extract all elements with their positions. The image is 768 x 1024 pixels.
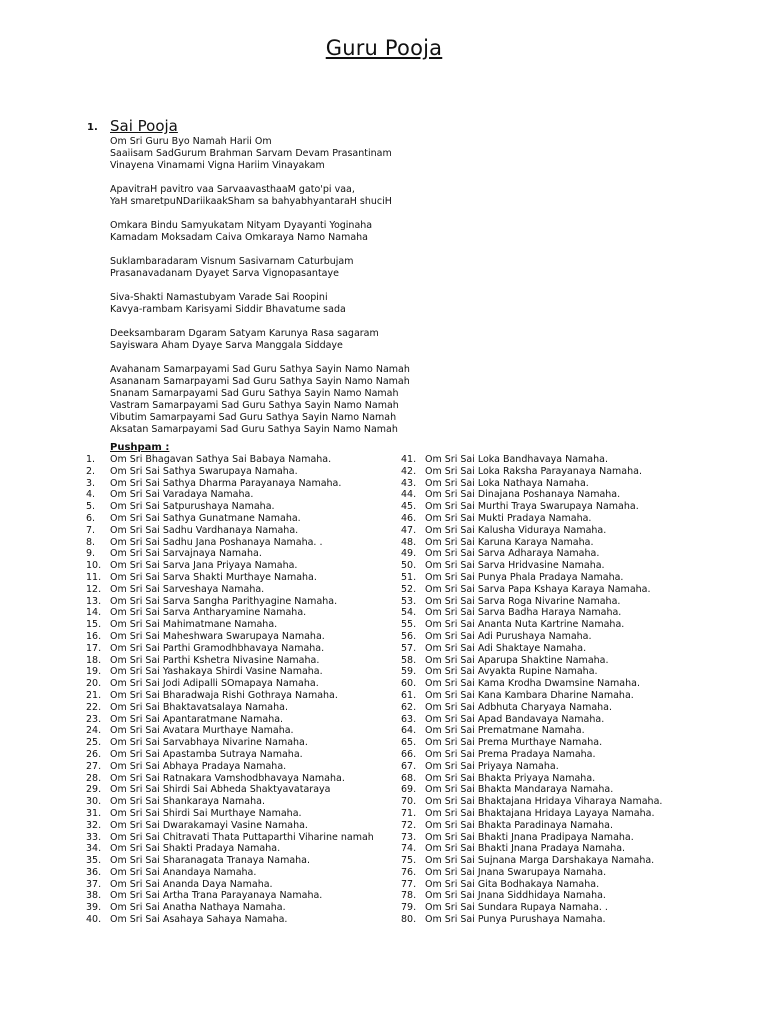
- verse-line: Kavya-rambam Karisyami Siddir Bhavatume sada: [110, 304, 346, 315]
- mantra-number: 57.: [401, 642, 417, 654]
- mantra-text: Om Sri Sai Jodi Adipalli SOmapaya Namaha.: [110, 678, 319, 690]
- mantra-number: 34.: [86, 843, 102, 855]
- section-title: Sai Pooja: [110, 117, 178, 135]
- mantra-number: 44.: [401, 489, 417, 501]
- mantra-item: [86, 525, 374, 537]
- mantra-number: 59.: [401, 666, 417, 678]
- verse-line: Siva-Shakti Namastubyam Varade Sai Roopini: [110, 292, 328, 303]
- verse-stanza: [110, 220, 410, 244]
- mantra-number: 41.: [401, 454, 417, 465]
- verse-stanza: [110, 364, 410, 436]
- mantra-text: Om Sri Sai Avyakta Rupine Namaha.: [425, 666, 598, 678]
- mantra-item: [86, 761, 374, 773]
- mantra-text: Om Sri Sai Avatara Murthaye Namaha.: [110, 725, 294, 737]
- verse-block: [110, 136, 410, 448]
- verse-line: Omkara Bindu Samyukatam Nityam Dyayanti Yoginaha: [110, 220, 373, 231]
- mantra-item: [401, 454, 662, 466]
- mantra-item: [401, 890, 662, 902]
- mantra-number: 8.: [86, 536, 96, 548]
- mantra-text: Om Sri Sai Mahimatmane Namaha.: [110, 619, 278, 631]
- mantra-number: 55.: [401, 619, 417, 631]
- mantra-number: 17.: [86, 642, 102, 654]
- mantra-text: Om Sri Sai Apantaratmane Namaha.: [110, 713, 284, 725]
- section-number: 1.: [87, 122, 98, 133]
- mantra-text: Om Sri Sai Sadhu Jana Poshanaya Namaha. .: [110, 536, 323, 548]
- mantra-item: [86, 784, 374, 796]
- mantra-text: Om Sri Sai Aparupa Shaktine Namaha.: [425, 654, 609, 666]
- mantra-text: Om Sri Sai Ananda Daya Namaha.: [110, 878, 273, 890]
- mantra-number: 66.: [401, 748, 417, 760]
- mantra-text: Om Sri Sai Shirdi Sai Murthaye Namaha.: [110, 807, 302, 819]
- mantra-text: Om Sri Sai Sarva Papa Kshaya Karaya Namaha.: [425, 583, 651, 595]
- mantra-text: Om Sri Sai Loka Raksha Parayanaya Namaha.: [425, 465, 642, 477]
- mantra-number: 49.: [401, 548, 417, 560]
- mantra-text: Om Sri Sai Adbhuta Charyaya Namaha.: [425, 701, 613, 713]
- mantra-number: 46.: [401, 512, 417, 524]
- mantra-number: 39.: [86, 902, 102, 914]
- mantra-item: [86, 879, 374, 891]
- mantra-item: [401, 808, 662, 820]
- mantra-number: 70.: [401, 796, 417, 808]
- mantra-number: 40.: [86, 914, 102, 926]
- mantra-item: [401, 596, 662, 608]
- mantra-text: Om Sri Sai Sharanagata Tranaya Namaha.: [110, 855, 311, 867]
- mantra-item: [86, 843, 374, 855]
- mantra-number: 2.: [86, 465, 96, 477]
- mantra-number: 13.: [86, 595, 102, 607]
- mantra-text: Om Sri Sai Bharadwaja Rishi Gothraya Namaha.: [110, 689, 338, 701]
- mantra-number: 35.: [86, 855, 102, 867]
- mantra-text: Om Sri Sai Murthi Traya Swarupaya Namaha.: [425, 501, 639, 513]
- mantra-text: Om Sri Sai Loka Bandhavaya Namaha.: [425, 454, 608, 465]
- mantra-text: Om Sri Sai Artha Trana Parayanaya Namaha.: [110, 890, 323, 902]
- verse-stanza: [110, 184, 410, 208]
- verse-stanza: [110, 256, 410, 280]
- mantra-number: 71.: [401, 807, 417, 819]
- mantra-item: [401, 855, 662, 867]
- mantra-number: 27.: [86, 760, 102, 772]
- mantra-number: 38.: [86, 890, 102, 902]
- mantra-number: 3.: [86, 477, 96, 489]
- mantra-text: Om Sri Sai Prema Pradaya Namaha.: [425, 748, 596, 760]
- mantra-item: [401, 796, 662, 808]
- mantra-item: [86, 890, 374, 902]
- mantra-text: Om Sri Sai Sarva Jana Priyaya Namaha.: [110, 560, 298, 572]
- mantra-text: Om Sri Sai Prematmane Namaha.: [425, 725, 585, 737]
- mantra-text: Om Sri Sai Sarva Shakti Murthaye Namaha.: [110, 571, 317, 583]
- mantra-text: Om Sri Sai Parthi Kshetra Nivasine Namaha.: [110, 654, 320, 666]
- verse-line: Sayiswara Aham Dyaye Sarva Manggala Siddaye: [110, 340, 343, 351]
- mantra-number: 12.: [86, 583, 102, 595]
- mantra-text: Om Sri Sai Ananta Nuta Kartrine Namaha.: [425, 619, 625, 631]
- mantra-text: Om Sri Sai Bhakti Jnana Pradaya Namaha.: [425, 843, 626, 855]
- mantra-item: [86, 572, 374, 584]
- mantra-item: [401, 749, 662, 761]
- mantra-text: Om Sri Sai Bhakta Paradinaya Namaha.: [425, 819, 613, 831]
- mantra-text: Om Sri Sai Sujnana Marga Darshakaya Namaha.: [425, 855, 655, 867]
- verse-line: Aksatan Samarpayami Sad Guru Sathya Sayin Namo Namah: [110, 424, 398, 435]
- mantra-item: [401, 784, 662, 796]
- mantra-text: Om Sri Sai Sathya Swarupaya Namaha.: [110, 465, 298, 477]
- verse-line: Asananam Samarpayami Sad Guru Sathya Sayin Namo Namah: [110, 376, 410, 387]
- mantra-number: 51.: [401, 571, 417, 583]
- mantra-item: [401, 702, 662, 714]
- mantra-text: Om Sri Sai Sarvabhaya Nivarine Namaha.: [110, 737, 308, 749]
- mantra-number: 48.: [401, 536, 417, 548]
- mantra-text: Om Sri Sai Ratnakara Vamshodbhavaya Namaha.: [110, 772, 345, 784]
- verse-stanza: [110, 136, 410, 172]
- mantra-number: 72.: [401, 819, 417, 831]
- mantra-item: [86, 690, 374, 702]
- mantra-item: [401, 832, 662, 844]
- mantra-item: [86, 513, 374, 525]
- mantra-number: 5.: [86, 501, 96, 513]
- mantra-text: Om Sri Sai Sadhu Vardhanaya Namaha.: [110, 524, 299, 536]
- mantra-item: [401, 820, 662, 832]
- mantra-item: [401, 761, 662, 773]
- mantra-text: Om Sri Sai Sathya Gunatmane Namaha.: [110, 512, 301, 524]
- mantra-number: 29.: [86, 784, 102, 796]
- mantra-item: [86, 537, 374, 549]
- mantra-item: [86, 714, 374, 726]
- mantra-number: 16.: [86, 630, 102, 642]
- mantra-item: [401, 643, 662, 655]
- mantra-item: [86, 773, 374, 785]
- mantra-number: 9.: [86, 548, 96, 560]
- mantra-text: Om Sri Sai Asahaya Sahaya Namaha.: [110, 914, 288, 926]
- verse-line: Vastram Samarpayami Sad Guru Sathya Sayin Namo Namah: [110, 400, 399, 411]
- mantra-number: 76.: [401, 866, 417, 878]
- mantra-number: 26.: [86, 748, 102, 760]
- mantra-number: 43.: [401, 477, 417, 489]
- mantra-text: Om Sri Sai Satpurushaya Namaha.: [110, 501, 275, 513]
- verse-line: Snanam Samarpayami Sad Guru Sathya Sayin Namo Namah: [110, 388, 399, 399]
- mantra-number: 31.: [86, 807, 102, 819]
- mantra-text: Om Sri Sai Bhaktavatsalaya Namaha.: [110, 701, 288, 713]
- mantra-item: [86, 820, 374, 832]
- mantra-text: Om Sri Sai Apastamba Sutraya Namaha.: [110, 748, 303, 760]
- mantra-number: 53.: [401, 595, 417, 607]
- mantra-number: 25.: [86, 737, 102, 749]
- mantra-item: [401, 607, 662, 619]
- verse-stanza: [110, 328, 410, 352]
- mantra-item: [401, 843, 662, 855]
- mantra-text: Om Sri Sai Shankaraya Namaha.: [110, 796, 265, 808]
- mantra-number: 79.: [401, 902, 417, 914]
- mantra-item: [401, 655, 662, 667]
- mantra-item: [401, 690, 662, 702]
- mantra-text: Om Sri Sai Dwarakamayi Vasine Namaha.: [110, 819, 308, 831]
- mantra-number: 20.: [86, 678, 102, 690]
- mantra-number: 56.: [401, 630, 417, 642]
- mantra-item: [86, 832, 374, 844]
- mantra-text: Om Sri Sai Anatha Nathaya Namaha.: [110, 902, 286, 914]
- mantra-number: 77.: [401, 878, 417, 890]
- mantra-text: Om Sri Sai Varadaya Namaha.: [110, 489, 254, 501]
- mantra-number: 18.: [86, 654, 102, 666]
- mantra-number: 15.: [86, 619, 102, 631]
- mantra-item: [86, 454, 374, 466]
- mantra-number: 22.: [86, 701, 102, 713]
- mantra-item: [86, 702, 374, 714]
- mantra-number: 45.: [401, 501, 417, 513]
- mantra-text: Om Sri Sai Sundara Rupaya Namaha. .: [425, 902, 608, 914]
- mantra-item: [401, 501, 662, 513]
- mantra-item: [86, 548, 374, 560]
- mantra-text: Om Sri Sai Bhaktajana Hridaya Viharaya Namaha.: [425, 796, 663, 808]
- mantra-text: Om Sri Sai Jnana Siddhidaya Namaha.: [425, 890, 606, 902]
- mantra-number: 23.: [86, 713, 102, 725]
- mantra-item: [86, 466, 374, 478]
- mantra-text: Om Sri Sai Bhaktajana Hridaya Layaya Namaha.: [425, 807, 655, 819]
- mantra-item: [401, 631, 662, 643]
- verse-line: Vinayena Vinamami Vigna Hariim Vinayakam: [110, 160, 325, 171]
- verse-line: Om Sri Guru Byo Namah Harii Om: [110, 136, 272, 147]
- mantra-text: Om Sri Sai Sarveshaya Namaha.: [110, 583, 265, 595]
- mantra-number: 67.: [401, 760, 417, 772]
- mantra-item: [401, 560, 662, 572]
- verse-line: YaH smaretpuNDariikaakSham sa bahyabhyantaraH shuciH: [110, 196, 392, 207]
- mantra-item: [86, 489, 374, 501]
- mantra-item: [86, 607, 374, 619]
- mantra-item: [86, 631, 374, 643]
- verse-line: ApavitraH pavitro vaa SarvaavasthaaM gato'pi vaa,: [110, 184, 355, 195]
- mantra-text: Om Sri Sai Adi Purushaya Namaha.: [425, 630, 592, 642]
- pushpam-list-left: [86, 454, 374, 926]
- mantra-item: [401, 478, 662, 490]
- mantra-number: 61.: [401, 689, 417, 701]
- mantra-number: 14.: [86, 607, 102, 619]
- mantra-text: Om Sri Sai Maheshwara Swarupaya Namaha.: [110, 630, 325, 642]
- mantra-number: 32.: [86, 819, 102, 831]
- mantra-text: Om Sri Sai Yashakaya Shirdi Vasine Namaha.: [110, 666, 323, 678]
- verse-line: Saaiisam SadGurum Brahman Sarvam Devam Prasantinam: [110, 148, 392, 159]
- mantra-item: [86, 655, 374, 667]
- mantra-number: 33.: [86, 831, 102, 843]
- mantra-text: Om Sri Sai Sathya Dharma Parayanaya Namaha.: [110, 477, 342, 489]
- pushpam-list-right: [401, 454, 662, 926]
- verse-line: Prasanavadanam Dyayet Sarva Vignopasantaye: [110, 268, 339, 279]
- mantra-number: 42.: [401, 465, 417, 477]
- mantra-item: [86, 737, 374, 749]
- mantra-item: [86, 584, 374, 596]
- mantra-text: Om Sri Sai Dinajana Poshanaya Namaha.: [425, 489, 621, 501]
- mantra-number: 7.: [86, 524, 96, 536]
- mantra-item: [401, 737, 662, 749]
- mantra-text: Om Sri Sai Karuna Karaya Namaha.: [425, 536, 594, 548]
- mantra-number: 24.: [86, 725, 102, 737]
- mantra-number: 11.: [86, 571, 102, 583]
- mantra-item: [86, 808, 374, 820]
- mantra-number: 74.: [401, 843, 417, 855]
- verse-line: Avahanam Samarpayami Sad Guru Sathya Sayin Namo Namah: [110, 364, 410, 375]
- mantra-text: Om Sri Sai Sarva Sangha Parithyagine Namaha.: [110, 595, 338, 607]
- verse-line: Suklambaradaram Visnum Sasivarnam Caturbujam: [110, 256, 354, 267]
- mantra-item: [86, 914, 374, 926]
- mantra-number: 19.: [86, 666, 102, 678]
- mantra-item: [401, 513, 662, 525]
- mantra-text: Om Sri Sai Anandaya Namaha.: [110, 866, 257, 878]
- mantra-item: [86, 666, 374, 678]
- mantra-item: [401, 466, 662, 478]
- mantra-text: Om Sri Bhagavan Sathya Sai Babaya Namaha.: [110, 454, 332, 465]
- mantra-text: Om Sri Sai Adi Shaktaye Namaha.: [425, 642, 587, 654]
- mantra-number: 54.: [401, 607, 417, 619]
- mantra-text: Om Sri Sai Sarvajnaya Namaha.: [110, 548, 262, 560]
- mantra-number: 21.: [86, 689, 102, 701]
- mantra-number: 78.: [401, 890, 417, 902]
- mantra-text: Om Sri Sai Loka Nathaya Namaha.: [425, 477, 589, 489]
- mantra-text: Om Sri Sai Punya Purushaya Namaha.: [425, 914, 606, 926]
- mantra-number: 6.: [86, 512, 96, 524]
- mantra-number: 60.: [401, 678, 417, 690]
- mantra-item: [401, 725, 662, 737]
- mantra-text: Om Sri Sai Parthi Gramodhbhavaya Namaha.: [110, 642, 325, 654]
- mantra-item: [401, 584, 662, 596]
- mantra-item: [86, 749, 374, 761]
- mantra-number: 63.: [401, 713, 417, 725]
- mantra-item: [401, 489, 662, 501]
- mantra-text: Om Sri Sai Kalusha Viduraya Namaha.: [425, 524, 607, 536]
- mantra-item: [401, 867, 662, 879]
- mantra-text: Om Sri Sai Sarva Roga Nivarine Namaha.: [425, 595, 621, 607]
- mantra-item: [86, 855, 374, 867]
- mantra-item: [86, 725, 374, 737]
- mantra-number: 75.: [401, 855, 417, 867]
- mantra-item: [401, 619, 662, 631]
- mantra-item: [401, 666, 662, 678]
- mantra-text: Om Sri Sai Bhakta Priyaya Namaha.: [425, 772, 596, 784]
- mantra-number: 68.: [401, 772, 417, 784]
- mantra-text: Om Sri Sai Kama Krodha Dwamsine Namaha.: [425, 678, 640, 690]
- mantra-number: 36.: [86, 866, 102, 878]
- mantra-number: 30.: [86, 796, 102, 808]
- verse-line: Deeksambaram Dgaram Satyam Karunya Rasa sagaram: [110, 328, 379, 339]
- mantra-text: Om Sri Sai Priyaya Namaha.: [425, 760, 559, 772]
- verse-stanza: [110, 292, 410, 316]
- mantra-number: 80.: [401, 914, 417, 926]
- mantra-text: Om Sri Sai Sarva Badha Haraya Namaha.: [425, 607, 622, 619]
- mantra-text: Om Sri Sai Gita Bodhakaya Namaha.: [425, 878, 600, 890]
- mantra-text: Om Sri Sai Shakti Pradaya Namaha.: [110, 843, 281, 855]
- mantra-text: Om Sri Sai Sarva Hridvasine Namaha.: [425, 560, 605, 572]
- mantra-item: [401, 773, 662, 785]
- mantra-number: 65.: [401, 737, 417, 749]
- mantra-text: Om Sri Sai Shirdi Sai Abheda Shaktyavataraya: [110, 784, 331, 796]
- mantra-number: 10.: [86, 560, 102, 572]
- mantra-number: 47.: [401, 524, 417, 536]
- mantra-item: [86, 501, 374, 513]
- mantra-number: 62.: [401, 701, 417, 713]
- mantra-text: Om Sri Sai Kana Kambara Dharine Namaha.: [425, 689, 634, 701]
- mantra-item: [401, 525, 662, 537]
- mantra-text: Om Sri Sai Apad Bandavaya Namaha.: [425, 713, 605, 725]
- mantra-text: Om Sri Sai Sarva Adharaya Namaha.: [425, 548, 600, 560]
- mantra-number: 58.: [401, 654, 417, 666]
- mantra-text: Om Sri Sai Bhakti Jnana Pradipaya Namaha.: [425, 831, 634, 843]
- mantra-item: [401, 678, 662, 690]
- mantra-number: 73.: [401, 831, 417, 843]
- pushpam-heading: Pushpam :: [110, 442, 170, 453]
- mantra-item: [401, 572, 662, 584]
- mantra-item: [86, 478, 374, 490]
- mantra-number: 4.: [86, 489, 96, 501]
- page-title: Guru Pooja: [325, 36, 443, 60]
- mantra-item: [86, 643, 374, 655]
- mantra-number: 52.: [401, 583, 417, 595]
- verse-line: Vibutim Samarpayami Sad Guru Sathya Sayin Namo Namah: [110, 412, 397, 423]
- mantra-item: [86, 560, 374, 572]
- mantra-text: Om Sri Sai Chitravati Thata Puttaparthi Viharine namah: [110, 831, 374, 843]
- mantra-text: Om Sri Sai Abhaya Pradaya Namaha.: [110, 760, 287, 772]
- mantra-item: [86, 867, 374, 879]
- mantra-item: [401, 714, 662, 726]
- mantra-number: 37.: [86, 878, 102, 890]
- mantra-text: Om Sri Sai Mukti Pradaya Namaha.: [425, 512, 592, 524]
- mantra-item: [401, 914, 662, 926]
- mantra-item: [86, 596, 374, 608]
- mantra-text: Om Sri Sai Jnana Swarupaya Namaha.: [425, 866, 607, 878]
- mantra-item: [401, 537, 662, 549]
- mantra-text: Om Sri Sai Sarva Antharyamine Namaha.: [110, 607, 307, 619]
- mantra-item: [86, 902, 374, 914]
- mantra-number: 50.: [401, 560, 417, 572]
- mantra-item: [401, 902, 662, 914]
- mantra-text: Om Sri Sai Prema Murthaye Namaha.: [425, 737, 603, 749]
- mantra-number: 1.: [86, 454, 96, 465]
- mantra-item: [86, 678, 374, 690]
- verse-line: Kamadam Moksadam Caiva Omkaraya Namo Namaha: [110, 232, 368, 243]
- mantra-number: 69.: [401, 784, 417, 796]
- mantra-item: [401, 548, 662, 560]
- mantra-number: 64.: [401, 725, 417, 737]
- mantra-item: [401, 879, 662, 891]
- mantra-item: [86, 796, 374, 808]
- mantra-number: 28.: [86, 772, 102, 784]
- mantra-text: Om Sri Sai Punya Phala Pradaya Namaha.: [425, 571, 624, 583]
- mantra-text: Om Sri Sai Bhakta Mandaraya Namaha.: [425, 784, 614, 796]
- mantra-item: [86, 619, 374, 631]
